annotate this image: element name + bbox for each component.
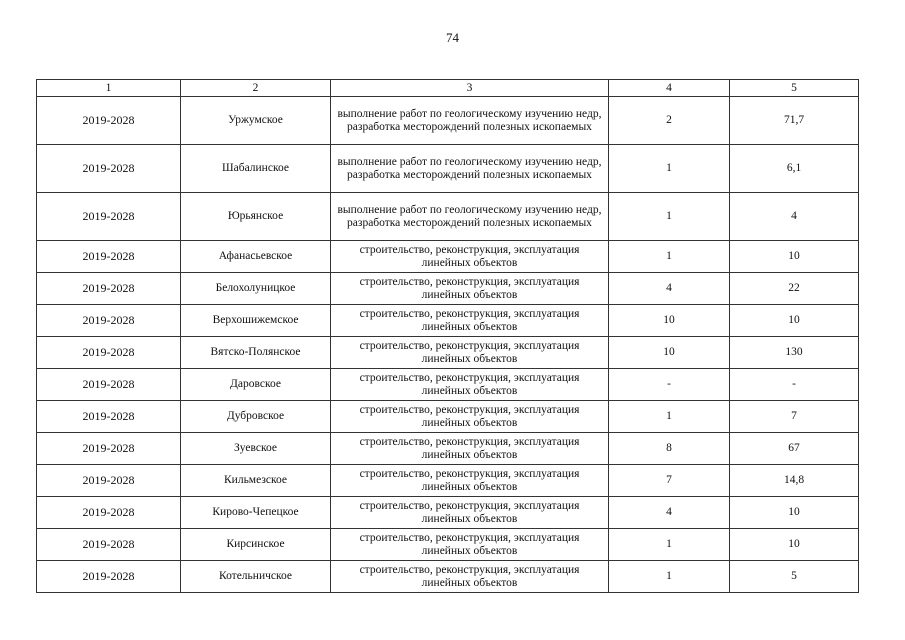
- purpose-cell: строительство, реконструкция, эксплуатация линейных объектов: [331, 465, 609, 497]
- period-cell: 2019-2028: [37, 145, 181, 193]
- district-name-cell: Кирсинское: [181, 529, 331, 561]
- table-row: [37, 497, 859, 529]
- count-cell: 1: [609, 193, 730, 241]
- count-cell: 10: [609, 337, 730, 369]
- table-row: [37, 305, 859, 337]
- column-header-1: 1: [37, 80, 181, 97]
- district-name-cell: Верхошижемское: [181, 305, 331, 337]
- value-cell: 10: [730, 305, 859, 337]
- count-cell: 2: [609, 97, 730, 145]
- period-cell: 2019-2028: [37, 241, 181, 273]
- column-header-3: 3: [331, 80, 609, 97]
- count-cell: -: [609, 369, 730, 401]
- table-row: [37, 401, 859, 433]
- period-cell: 2019-2028: [37, 337, 181, 369]
- district-name-cell: Кирово-Чепецкое: [181, 497, 331, 529]
- column-header-2: 2: [181, 80, 331, 97]
- purpose-cell: строительство, реконструкция, эксплуатация линейных объектов: [331, 561, 609, 593]
- district-name-cell: Зуевское: [181, 433, 331, 465]
- count-cell: 4: [609, 273, 730, 305]
- table-row: [37, 241, 859, 273]
- period-cell: 2019-2028: [37, 401, 181, 433]
- district-name-cell: Дубровское: [181, 401, 331, 433]
- value-cell: 10: [730, 497, 859, 529]
- value-cell: 10: [730, 241, 859, 273]
- page-number: 74: [446, 30, 459, 45]
- table-row: [37, 369, 859, 401]
- district-name-cell: Вятско-Полянское: [181, 337, 331, 369]
- district-name-cell: Котельничское: [181, 561, 331, 593]
- district-name-cell: Афанасьевское: [181, 241, 331, 273]
- value-cell: 130: [730, 337, 859, 369]
- value-cell: 6,1: [730, 145, 859, 193]
- data-table: [36, 79, 859, 593]
- value-cell: 7: [730, 401, 859, 433]
- value-cell: 5: [730, 561, 859, 593]
- value-cell: 67: [730, 433, 859, 465]
- purpose-cell: выполнение работ по геологическому изучению недр, разработка месторождений полезных ископаемых: [331, 97, 609, 145]
- period-cell: 2019-2028: [37, 497, 181, 529]
- value-cell: 4: [730, 193, 859, 241]
- purpose-cell: строительство, реконструкция, эксплуатация линейных объектов: [331, 273, 609, 305]
- count-cell: 1: [609, 401, 730, 433]
- purpose-cell: строительство, реконструкция, эксплуатация линейных объектов: [331, 337, 609, 369]
- table-row: [37, 97, 859, 145]
- period-cell: 2019-2028: [37, 529, 181, 561]
- table-row: [37, 561, 859, 593]
- count-cell: 10: [609, 305, 730, 337]
- table-row: [37, 273, 859, 305]
- table-row: [37, 193, 859, 241]
- count-cell: 7: [609, 465, 730, 497]
- count-cell: 1: [609, 561, 730, 593]
- period-cell: 2019-2028: [37, 561, 181, 593]
- value-cell: -: [730, 369, 859, 401]
- period-cell: 2019-2028: [37, 273, 181, 305]
- table-row: [37, 145, 859, 193]
- count-cell: 1: [609, 529, 730, 561]
- table-row: [37, 529, 859, 561]
- purpose-cell: строительство, реконструкция, эксплуатация линейных объектов: [331, 369, 609, 401]
- count-cell: 1: [609, 241, 730, 273]
- value-cell: 14,8: [730, 465, 859, 497]
- purpose-cell: строительство, реконструкция, эксплуатация линейных объектов: [331, 497, 609, 529]
- value-cell: 71,7: [730, 97, 859, 145]
- district-name-cell: Уржумское: [181, 97, 331, 145]
- count-cell: 4: [609, 497, 730, 529]
- column-header-4: 4: [609, 80, 730, 97]
- period-cell: 2019-2028: [37, 305, 181, 337]
- period-cell: 2019-2028: [37, 193, 181, 241]
- district-name-cell: Даровское: [181, 369, 331, 401]
- district-name-cell: Юрьянское: [181, 193, 331, 241]
- purpose-cell: строительство, реконструкция, эксплуатация линейных объектов: [331, 529, 609, 561]
- value-cell: 22: [730, 273, 859, 305]
- table-row: [37, 465, 859, 497]
- purpose-cell: строительство, реконструкция, эксплуатация линейных объектов: [331, 241, 609, 273]
- count-cell: 8: [609, 433, 730, 465]
- column-header-5: 5: [730, 80, 859, 97]
- district-name-cell: Шабалинское: [181, 145, 331, 193]
- period-cell: 2019-2028: [37, 369, 181, 401]
- header-row: [37, 80, 859, 97]
- purpose-cell: строительство, реконструкция, эксплуатация линейных объектов: [331, 401, 609, 433]
- period-cell: 2019-2028: [37, 465, 181, 497]
- purpose-cell: выполнение работ по геологическому изучению недр, разработка месторождений полезных ископаемых: [331, 193, 609, 241]
- purpose-cell: строительство, реконструкция, эксплуатация линейных объектов: [331, 433, 609, 465]
- value-cell: 10: [730, 529, 859, 561]
- table-row: [37, 433, 859, 465]
- period-cell: 2019-2028: [37, 433, 181, 465]
- purpose-cell: выполнение работ по геологическому изучению недр, разработка месторождений полезных ископаемых: [331, 145, 609, 193]
- count-cell: 1: [609, 145, 730, 193]
- purpose-cell: строительство, реконструкция, эксплуатация линейных объектов: [331, 305, 609, 337]
- district-name-cell: Кильмезское: [181, 465, 331, 497]
- table-body: [37, 80, 859, 593]
- district-name-cell: Белохолуницкое: [181, 273, 331, 305]
- table-row: [37, 337, 859, 369]
- period-cell: 2019-2028: [37, 97, 181, 145]
